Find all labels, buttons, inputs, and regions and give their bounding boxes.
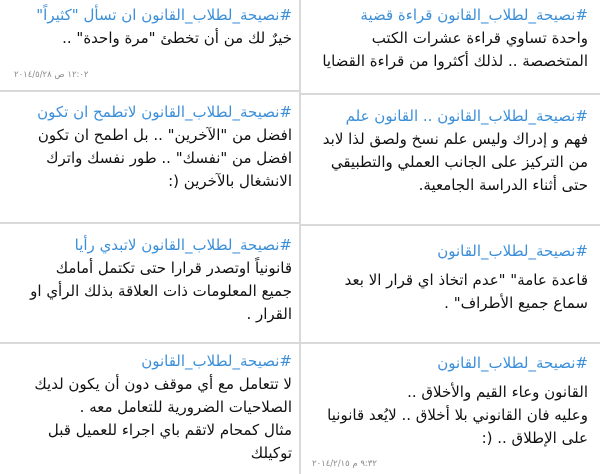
tweet-line: #نصيحة_لطلاب_القانون لاتبدي رأيا	[74, 236, 292, 254]
tweet-line: القانون وعاء القيم والأخلاق ..	[407, 383, 588, 401]
tweet-line: مثال كمحام لاتقم باي اجراء للعميل قبل	[47, 421, 292, 439]
tweet-line: وعليه فان القانوني بلا أخلاق .. لايُعد قانونيا	[327, 406, 588, 424]
tweet-line: #نصيحة_لطلاب_القانون	[141, 352, 292, 370]
row-divider	[0, 342, 299, 344]
tweet-card	[6, 350, 292, 465]
tweet-line: #نصيحة_لطلاب_القانون	[437, 354, 588, 372]
tweet-line: القرار .	[246, 305, 292, 323]
tweet-line: خيرٌ لك من أن تخطئ "مرة واحدة" ..	[62, 29, 292, 47]
tweet-line: #نصيحة_لطلاب_القانون لاتطمح ان تكون	[37, 103, 292, 121]
tweet-card	[6, 4, 292, 50]
tweet-line: واحدة تساوي قراءة عشرات الكتب	[371, 29, 588, 47]
tweet-line: لا تتعامل مع أي موقف دون أن يكون لديك	[34, 375, 292, 393]
tweet-line: قانونياً اوتصدر قرارا حتى تكتمل أمامك	[55, 259, 292, 277]
row-divider	[0, 90, 299, 92]
tweet-line: سماع جميع الأطراف" .	[444, 294, 588, 312]
tweet-card	[6, 101, 292, 193]
tweet-line: توكيلك	[250, 444, 292, 462]
tweet-line: #نصيحة_لطلاب_القانون قراءة قضية	[360, 6, 588, 24]
tweet-card	[306, 352, 588, 450]
tweet-line: #نصيحة_لطلاب_القانون .. القانون علم	[345, 107, 588, 125]
tweet-card	[306, 105, 588, 197]
tweet-card	[306, 240, 588, 315]
tweet-timestamp: ٩:٣٢ م ٢٠١٤/٢/١٥	[312, 459, 377, 469]
tweet-line: حتى أثناء الدراسة الجامعية.	[418, 176, 588, 194]
tweet-line: فهم و إدراك وليس علم نسخ ولصق لذا لابد	[322, 130, 588, 148]
tweet-line: الانشغال بالآخرين (:	[168, 172, 292, 190]
tweet-line: جميع المعلومات ذات العلاقة بذلك الرأي او	[30, 282, 292, 300]
tweet-line: المتخصصة .. لذلك أكثروا من قراءة القضايا	[322, 52, 588, 70]
column-divider	[299, 0, 301, 474]
tweet-line: الصلاحيات الضرورية للتعامل معه .	[79, 398, 292, 416]
row-divider	[301, 93, 600, 95]
row-divider	[301, 342, 600, 344]
tweet-line: من التركيز على الجانب العملي والتطبيقي	[330, 153, 588, 171]
tweet-line: #نصيحة_لطلاب_القانون ان تسأل "كثيراً"	[36, 6, 292, 24]
tweet-card	[6, 234, 292, 326]
tweet-timestamp: ١٢:٠٢ ص ٢٠١٤/٥/٢٨	[14, 70, 89, 80]
tweet-line: #نصيحة_لطلاب_القانون	[437, 242, 588, 260]
tweet-line: افضل من "الآخرين" .. بل اطمح ان تكون	[37, 126, 292, 144]
tweet-line: على الإطلاق .. (:	[481, 429, 588, 447]
row-divider	[0, 222, 299, 224]
tweet-line: افضل من "نفسك" .. طور نفسك واترك	[46, 149, 292, 167]
tweet-card	[312, 4, 588, 73]
row-divider	[301, 224, 600, 226]
tweet-line: قاعدة عامة" "عدم اتخاذ اي قرار الا بعد	[344, 271, 588, 289]
